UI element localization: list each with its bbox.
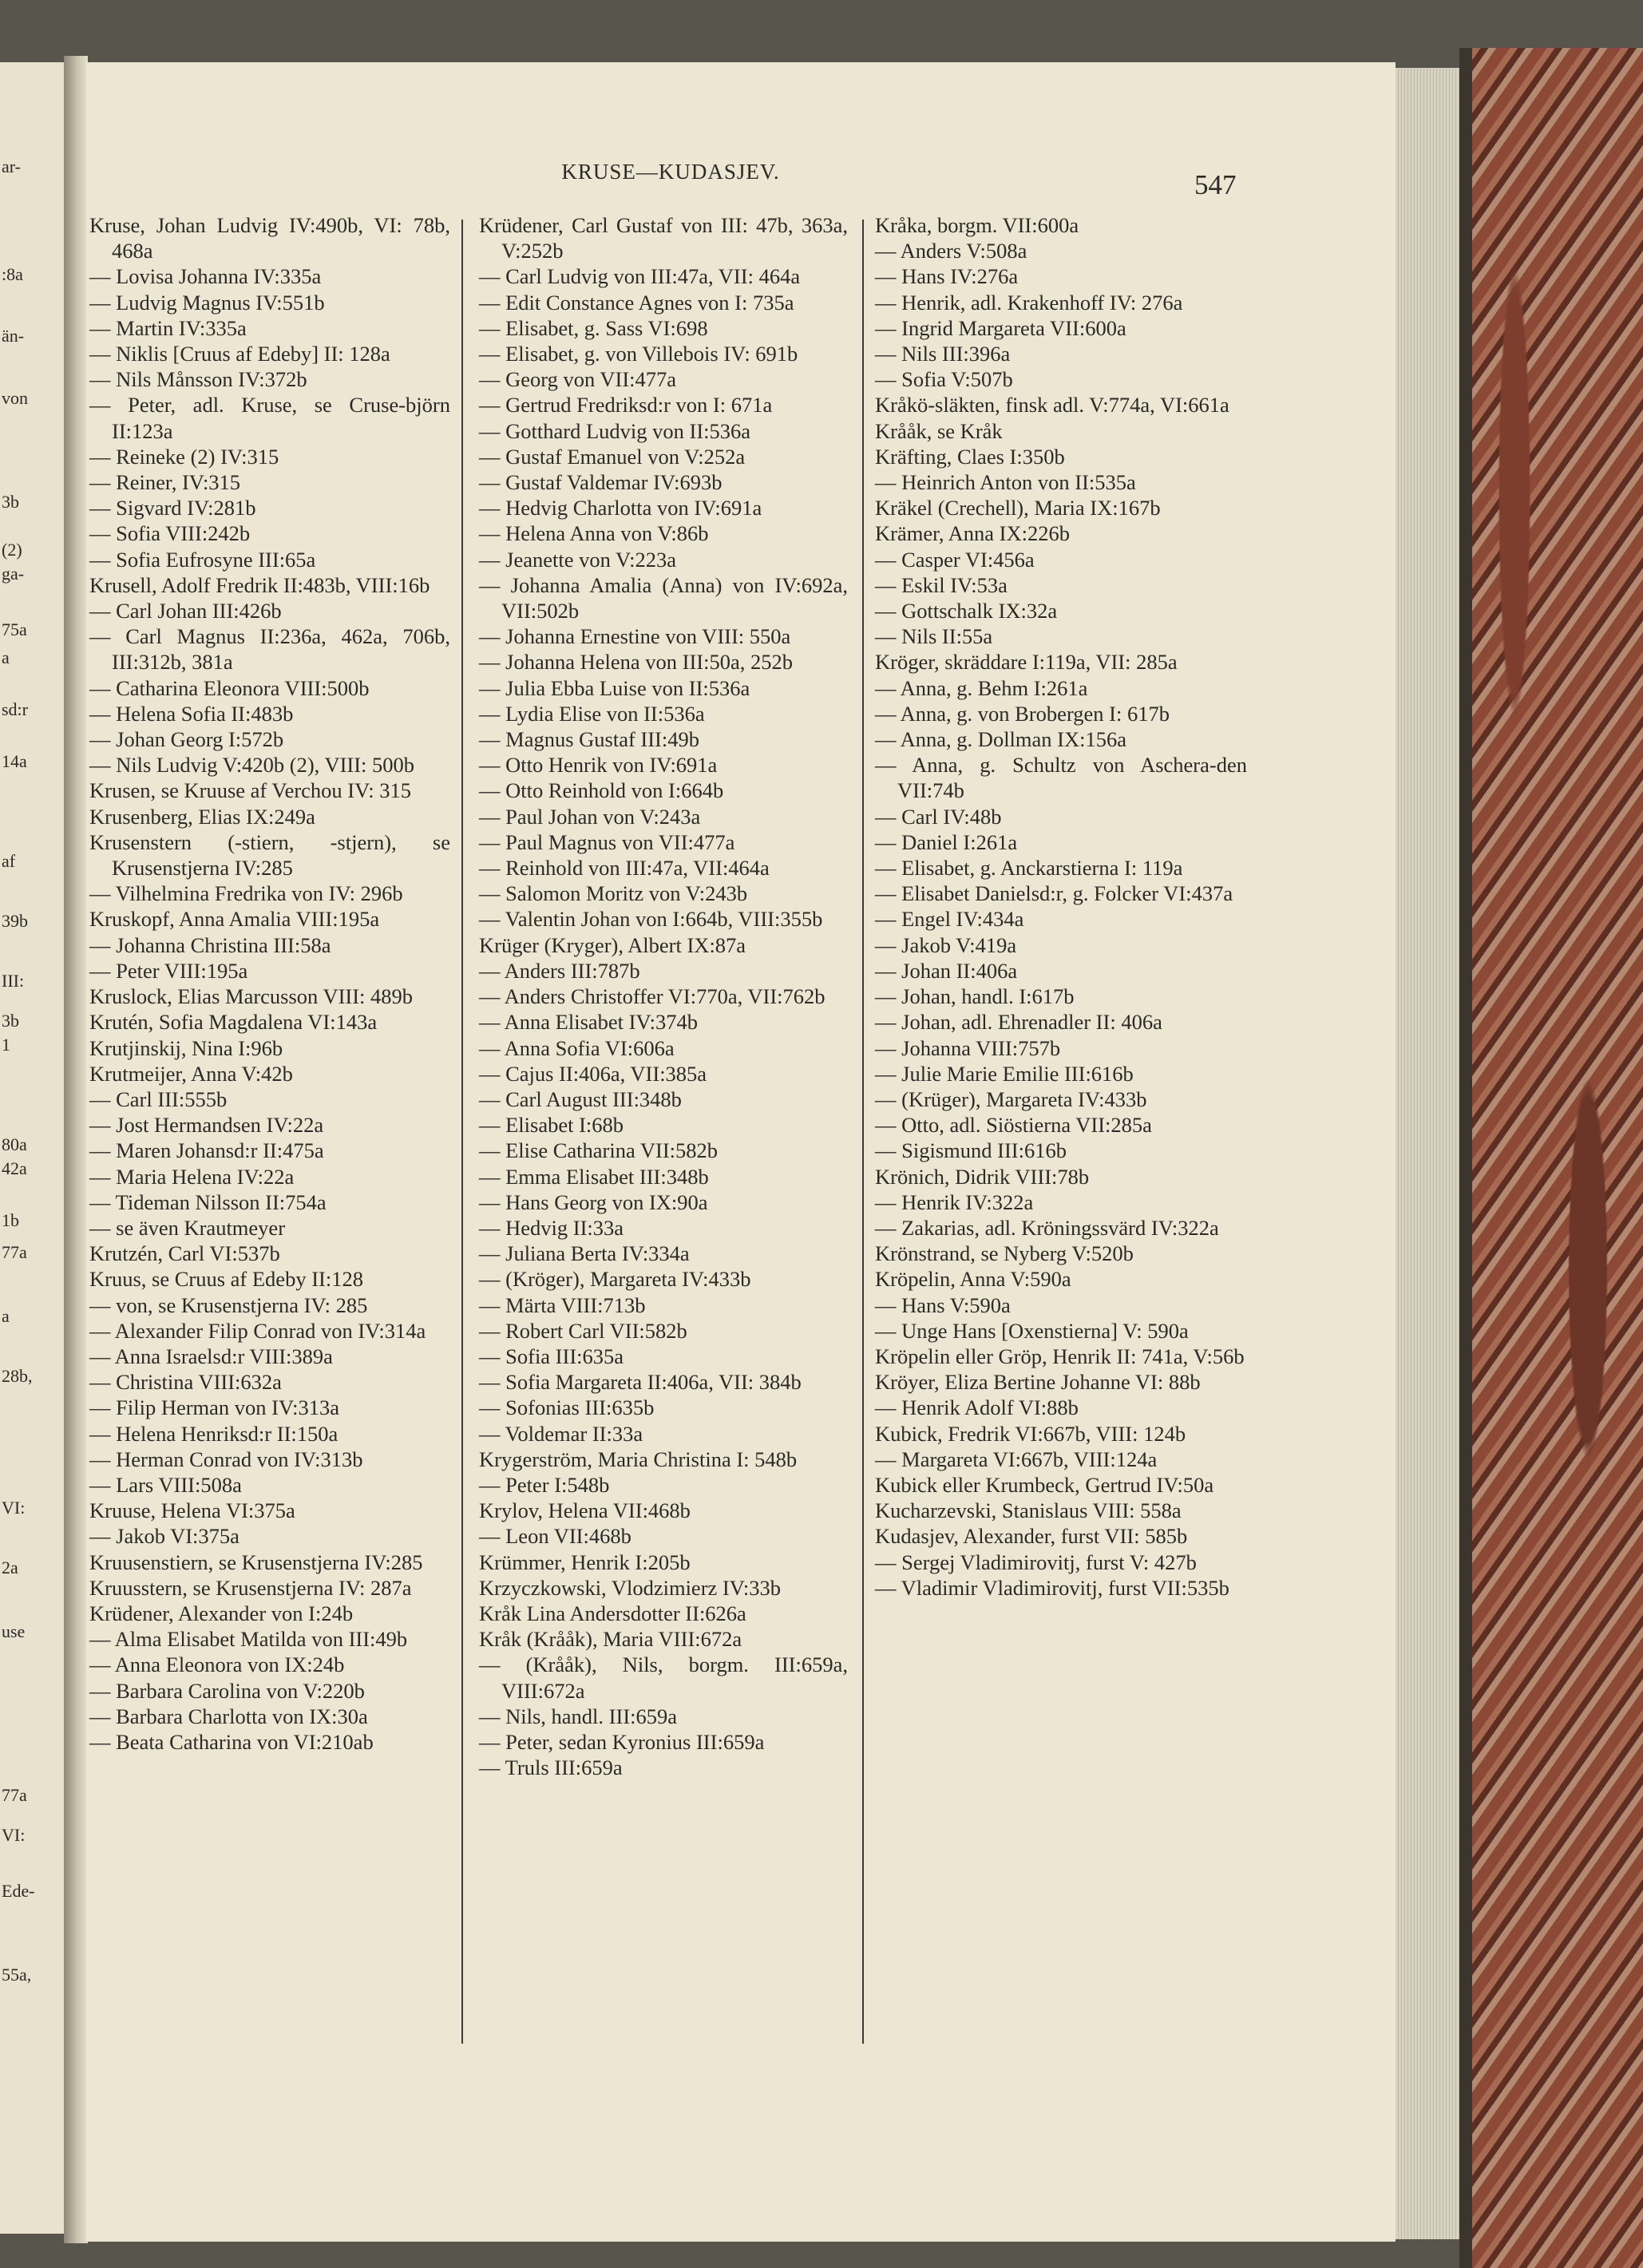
index-entry: — se även Krautmeyer bbox=[89, 1215, 286, 1240]
index-entry: — Lydia Elise von II:536a bbox=[479, 701, 705, 726]
index-entry: — Jakob VI:375a bbox=[89, 1524, 240, 1549]
index-entry: Kruusstern, se Krusenstjerna IV: 287a bbox=[89, 1575, 412, 1600]
index-entry: — Carl August III:348b bbox=[479, 1087, 682, 1111]
previous-page-text-fragment: a bbox=[2, 1306, 10, 1326]
index-entry: — Edit Constance Agnes von I: 735a bbox=[479, 290, 794, 315]
index-entry: — Gottschalk IX:32a bbox=[875, 599, 1058, 623]
index-entry: Kröpelin eller Gröp, Henrik II: 741a, V:56b bbox=[875, 1344, 1245, 1368]
index-entry: — Otto, adl. Siöstierna VII:285a bbox=[875, 1113, 1152, 1138]
index-entry: — Ludvig Magnus IV:551b bbox=[89, 290, 325, 315]
previous-page-text-fragment: 14a bbox=[2, 751, 27, 771]
index-entry: — Nils, handl. III:659a bbox=[479, 1704, 678, 1728]
page-number: 547 bbox=[1194, 169, 1237, 200]
index-entry: — Alexander Filip Conrad von IV:314a bbox=[89, 1318, 426, 1343]
index-column-2 bbox=[479, 212, 848, 1780]
previous-page-text-fragment: a bbox=[2, 647, 10, 667]
previous-page-text-fragment: use bbox=[2, 1621, 26, 1641]
index-entry: Krylov, Helena VII:468b bbox=[479, 1498, 691, 1523]
index-entry: — Helena Sofia II:483b bbox=[89, 701, 294, 726]
index-entry: Krzyczkowski, Vlodzimierz IV:33b bbox=[479, 1575, 782, 1600]
index-entry: Kruse, Johan Ludvig IV:490b, VI: 78b, 468a bbox=[89, 213, 450, 263]
index-entry: — Barbara Carolina von V:220b bbox=[89, 1678, 365, 1703]
index-entry: Kröyer, Eliza Bertine Johanne VI: 88b bbox=[875, 1370, 1201, 1395]
index-entry: — Nils Ludvig V:420b (2), VIII: 500b bbox=[89, 753, 415, 778]
index-entry: — Anna, g. Schultz von Aschera-den VII:74b bbox=[875, 753, 1247, 803]
index-entry: Krönich, Didrik VIII:78b bbox=[875, 1164, 1090, 1189]
index-entry: — von, se Krusenstjerna IV: 285 bbox=[89, 1292, 368, 1317]
index-entry: — Elisabet, g. von Villebois IV: 691b bbox=[479, 342, 798, 366]
index-entry: — Peter, sedan Kyronius III:659a bbox=[479, 1729, 765, 1754]
previous-page-text-fragment: III: bbox=[2, 971, 25, 991]
index-entry: Krönstrand, se Nyberg V:520b bbox=[875, 1241, 1134, 1266]
index-entry: Krutmeijer, Anna V:42b bbox=[89, 1061, 293, 1086]
index-entry: — Gustaf Emanuel von V:252a bbox=[479, 444, 746, 469]
previous-page-text-fragment: von bbox=[2, 388, 28, 408]
index-entry: — Elise Catharina VII:582b bbox=[479, 1138, 719, 1163]
index-entry: — Carl IV:48b bbox=[875, 804, 1002, 829]
index-entry: — Filip Herman von IV:313a bbox=[89, 1395, 340, 1420]
index-entry: — Juliana Berta IV:334a bbox=[479, 1241, 690, 1266]
previous-page-text-fragment: 80a bbox=[2, 1134, 27, 1154]
previous-page-text-fragment: 77a bbox=[2, 1785, 27, 1805]
index-entry: — Zakarias, adl. Kröningssvärd IV:322a bbox=[875, 1215, 1219, 1240]
index-entry: Krüdener, Carl Gustaf von III: 47b, 363a, V:252b bbox=[479, 213, 848, 263]
index-entry: — Anders III:787b bbox=[479, 958, 640, 983]
index-entry: — Sigismund III:616b bbox=[875, 1138, 1067, 1163]
index-entry: — Carl Magnus II:236a, 462a, 706b, III:312b, 381a bbox=[89, 624, 450, 675]
index-entry: — Anna Eleonora von IX:24b bbox=[89, 1653, 345, 1677]
index-entry: — Peter I:548b bbox=[479, 1472, 610, 1497]
index-entry: — Reineke (2) IV:315 bbox=[89, 444, 279, 469]
index-entry: — Paul Johan von V:243a bbox=[479, 804, 701, 829]
index-entry: — (Kröger), Margareta IV:433b bbox=[479, 1267, 751, 1292]
index-entry: Kubick eller Krumbeck, Gertrud IV:50a bbox=[875, 1472, 1214, 1497]
column-rule bbox=[461, 220, 463, 2044]
previous-page-text-fragment: Ede- bbox=[2, 1881, 35, 1901]
previous-page-text-fragment: 75a bbox=[2, 619, 27, 639]
index-entry: Kräfting, Claes I:350b bbox=[875, 444, 1065, 469]
index-entry: — Sergej Vladimirovitj, furst V: 427b bbox=[875, 1550, 1197, 1574]
index-entry: — Vladimir Vladimirovitj, furst VII:535b bbox=[875, 1575, 1229, 1600]
index-entry: — Paul Magnus von VII:477a bbox=[479, 829, 735, 854]
index-entry: — Nils Månsson IV:372b bbox=[89, 367, 307, 392]
index-entry: — Gertrud Fredriksd:r von I: 671a bbox=[479, 393, 773, 418]
index-entry: — Sofia Margareta II:406a, VII: 384b bbox=[479, 1370, 802, 1395]
index-entry: — Hans IV:276a bbox=[875, 264, 1019, 289]
index-entry: — Carl Ludvig von III:47a, VII: 464a bbox=[479, 264, 801, 289]
index-entry: Krusen, se Kruuse af Verchou IV: 315 bbox=[89, 778, 412, 803]
previous-page-text-fragment: af bbox=[2, 851, 16, 871]
index-entry: — Julie Marie Emilie III:616b bbox=[875, 1061, 1134, 1086]
index-entry: Kucharzevski, Stanislaus VIII: 558a bbox=[875, 1498, 1182, 1523]
index-entry: — Peter, adl. Kruse, se Cruse-björn II:123a bbox=[89, 393, 450, 443]
index-entry: — Hedvig Charlotta von IV:691a bbox=[479, 496, 762, 520]
index-entry: — Unge Hans [Oxenstierna] V: 590a bbox=[875, 1318, 1189, 1343]
index-entry: — Heinrich Anton von II:535a bbox=[875, 470, 1136, 495]
index-entry: — Catharina Eleonora VIII:500b bbox=[89, 675, 370, 700]
previous-page-text-fragment: än- bbox=[2, 326, 25, 346]
index-entry: — Johan, adl. Ehrenadler II: 406a bbox=[875, 1010, 1162, 1035]
running-title: KRUSE—KUDASJEV. bbox=[561, 160, 780, 184]
index-entry: — Nils III:396a bbox=[875, 342, 1011, 366]
index-entry: — Jost Hermandsen IV:22a bbox=[89, 1113, 324, 1138]
index-entry: — Elisabet, g. Anckarstierna I: 119a bbox=[875, 856, 1183, 881]
index-entry: Krüger (Kryger), Albert IX:87a bbox=[479, 932, 746, 957]
previous-page-edge bbox=[0, 62, 64, 2234]
cover-edge bbox=[1459, 48, 1472, 2268]
index-entry: — Johanna Christina III:58a bbox=[89, 932, 331, 957]
index-entry: — Margareta VI:667b, VIII:124a bbox=[875, 1447, 1158, 1471]
index-entry: — Sofia VIII:242b bbox=[89, 521, 251, 546]
index-entry: — Carl Johan III:426b bbox=[89, 599, 282, 623]
index-entry: Krusenstern (-stiern, -stjern), se Krusenstjerna IV:285 bbox=[89, 829, 450, 881]
index-entry: — Valentin Johan von I:664b, VIII:355b bbox=[479, 907, 823, 932]
index-entry: — Carl III:555b bbox=[89, 1087, 228, 1111]
index-entry: — Gotthard Ludvig von II:536a bbox=[479, 418, 751, 443]
index-entry: — Johan II:406a bbox=[875, 958, 1018, 983]
index-entry: — Barbara Charlotta von IX:30a bbox=[89, 1704, 368, 1728]
index-entry: — Elisabet, g. Sass VI:698 bbox=[479, 315, 708, 340]
index-entry: — Anna Israelsd:r VIII:389a bbox=[89, 1344, 333, 1368]
index-entry: — Otto Henrik von IV:691a bbox=[479, 753, 718, 778]
index-entry: — Reiner, IV:315 bbox=[89, 470, 241, 495]
index-entry: Kråk (Krååk), Maria VIII:672a bbox=[479, 1627, 742, 1652]
index-entry: — Martin IV:335a bbox=[89, 315, 247, 340]
index-entry: — Helena Henriksd:r II:150a bbox=[89, 1421, 338, 1446]
index-entry: — Engel IV:434a bbox=[875, 907, 1024, 932]
index-entry: — Anna, g. Dollman IX:156a bbox=[875, 727, 1127, 752]
index-entry: Krusell, Adolf Fredrik II:483b, VIII:16b bbox=[89, 572, 430, 597]
index-entry: — Julia Ebba Luise von II:536a bbox=[479, 675, 750, 700]
index-entry: — Johan, handl. I:617b bbox=[875, 984, 1075, 1009]
previous-page-text-fragment: 1b bbox=[2, 1210, 19, 1230]
index-entry: — Sofonias III:635b bbox=[479, 1395, 655, 1420]
index-entry: — Ingrid Margareta VII:600a bbox=[875, 315, 1126, 340]
index-entry: Krygerström, Maria Christina I: 548b bbox=[479, 1447, 798, 1471]
index-entry: — Hans Georg von IX:90a bbox=[479, 1189, 708, 1214]
index-entry: — Nils II:55a bbox=[875, 624, 993, 649]
index-entry: Krutjinskij, Nina I:96b bbox=[89, 1035, 283, 1060]
index-entry: — Alma Elisabet Matilda von III:49b bbox=[89, 1627, 408, 1652]
index-entry: — Elisabet I:68b bbox=[479, 1113, 624, 1138]
index-entry: — Johanna VIII:757b bbox=[875, 1035, 1061, 1060]
index-entry: — Henrik IV:322a bbox=[875, 1189, 1034, 1214]
index-entry: — Henrik Adolf VI:88b bbox=[875, 1395, 1079, 1420]
previous-page-text-fragment: ar- bbox=[2, 156, 21, 176]
index-entry: — Anna, g. von Brobergen I: 617b bbox=[875, 701, 1170, 726]
index-entry: — Daniel I:261a bbox=[875, 829, 1018, 854]
index-entry: — Anders V:508a bbox=[875, 239, 1027, 263]
index-entry: — Johanna Ernestine von VIII: 550a bbox=[479, 624, 791, 649]
index-entry: — Johanna Helena von III:50a, 252b bbox=[479, 650, 793, 675]
index-entry: — Reinhold von III:47a, VII:464a bbox=[479, 856, 770, 881]
previous-page-text-fragment: 28b, bbox=[2, 1366, 33, 1386]
previous-page-text-fragment: 55a, bbox=[2, 1965, 32, 1985]
index-entry: — Anna Sofia VI:606a bbox=[479, 1035, 675, 1060]
index-entry: — Johan Georg I:572b bbox=[89, 727, 284, 752]
index-entry: — Magnus Gustaf III:49b bbox=[479, 727, 699, 752]
index-entry: Kräkel (Crechell), Maria IX:167b bbox=[875, 496, 1161, 520]
previous-page-text-fragment: VI: bbox=[2, 1825, 26, 1845]
index-entry: — Casper VI:456a bbox=[875, 547, 1035, 572]
previous-page-text-fragment: (2) bbox=[2, 540, 22, 560]
index-entry: — Truls III:659a bbox=[479, 1755, 623, 1780]
previous-page-text-fragment: 2a bbox=[2, 1558, 18, 1577]
index-entry: Kruusenstiern, se Krusenstjerna IV:285 bbox=[89, 1550, 423, 1574]
index-entry: Krååk, se Kråk bbox=[875, 418, 1003, 443]
index-entry: Kruus, se Cruus af Edeby II:128 bbox=[89, 1267, 363, 1292]
index-entry: Kröpelin, Anna V:590a bbox=[875, 1267, 1071, 1292]
index-entry: Krutzén, Carl VI:537b bbox=[89, 1241, 280, 1266]
index-entry: — Elisabet Danielsd:r, g. Folcker VI:437a bbox=[875, 881, 1233, 906]
page-block-edges bbox=[1396, 68, 1459, 2239]
index-entry: — Maren Johansd:r II:475a bbox=[89, 1138, 324, 1163]
index-entry: — Anders Christoffer VI:770a, VII:762b bbox=[479, 984, 825, 1009]
previous-page-text-fragment: 3b bbox=[2, 1011, 19, 1031]
index-entry: — Vilhelmina Fredrika von IV: 296b bbox=[89, 881, 403, 906]
book-gutter bbox=[64, 56, 88, 2243]
index-entry: — Hedvig II:33a bbox=[479, 1215, 624, 1240]
index-entry: — Lovisa Johanna IV:335a bbox=[89, 264, 322, 289]
index-entry: — Voldemar II:33a bbox=[479, 1421, 643, 1446]
previous-page-text-fragment: sd:r bbox=[2, 699, 28, 719]
index-entry: — Hans V:590a bbox=[875, 1292, 1011, 1317]
index-entry: Kubick, Fredrik VI:667b, VIII: 124b bbox=[875, 1421, 1186, 1446]
index-entry: — Niklis [Cruus af Edeby] II: 128a bbox=[89, 342, 390, 366]
previous-page-text-fragment: 3b bbox=[2, 492, 19, 512]
index-entry: — Sofia V:507b bbox=[875, 367, 1013, 392]
index-entry: Kråk Lina Andersdotter II:626a bbox=[479, 1601, 746, 1625]
index-entry: — Otto Reinhold von I:664b bbox=[479, 778, 724, 803]
index-entry: — Henrik, adl. Krakenhoff IV: 276a bbox=[875, 290, 1183, 315]
previous-page-text-fragment: :8a bbox=[2, 264, 23, 284]
index-entry: — Georg von VII:477a bbox=[479, 367, 677, 392]
index-entry: Kröger, skräddare I:119a, VII: 285a bbox=[875, 650, 1178, 675]
previous-page-text-fragment: 42a bbox=[2, 1158, 27, 1178]
index-entry: Krüdener, Alexander von I:24b bbox=[89, 1601, 354, 1625]
index-entry: — Sigvard IV:281b bbox=[89, 496, 256, 520]
index-entry: — Christina VIII:632a bbox=[89, 1370, 282, 1395]
index-entry: — Peter VIII:195a bbox=[89, 958, 248, 983]
index-entry: Kruskopf, Anna Amalia VIII:195a bbox=[89, 907, 380, 932]
previous-page-text-fragment: 77a bbox=[2, 1242, 27, 1262]
index-entry: — Herman Conrad von IV:313b bbox=[89, 1447, 363, 1471]
index-entry: — Salomon Moritz von V:243b bbox=[479, 881, 748, 906]
index-entry: — Leon VII:468b bbox=[479, 1524, 631, 1549]
index-entry: Kudasjev, Alexander, furst VII: 585b bbox=[875, 1524, 1188, 1549]
previous-page-text-fragment: VI: bbox=[2, 1498, 26, 1518]
index-entry: — Helena Anna von V:86b bbox=[479, 521, 709, 546]
index-entry: — Robert Carl VII:582b bbox=[479, 1318, 687, 1343]
index-entry: — Gustaf Valdemar IV:693b bbox=[479, 470, 723, 495]
index-entry: Kråka, borgm. VII:600a bbox=[875, 213, 1079, 237]
index-column-1 bbox=[89, 212, 450, 1755]
index-entry: — Emma Elisabet III:348b bbox=[479, 1164, 709, 1189]
index-entry: — Eskil IV:53a bbox=[875, 572, 1008, 597]
index-entry: — (Krüger), Margareta IV:433b bbox=[875, 1087, 1147, 1111]
column-rule bbox=[862, 220, 864, 2044]
index-entry: Kruuse, Helena VI:375a bbox=[89, 1498, 295, 1523]
index-entry: — Jakob V:419a bbox=[875, 932, 1017, 957]
index-entry: — Tideman Nilsson II:754a bbox=[89, 1189, 327, 1214]
index-entry: Krümmer, Henrik I:205b bbox=[479, 1550, 691, 1574]
index-entry: — (Krååk), Nils, borgm. III:659a, VIII:672a bbox=[479, 1653, 848, 1703]
index-entry: Krutén, Sofia Magdalena VI:143a bbox=[89, 1010, 378, 1035]
index-entry: — Anna Elisabet IV:374b bbox=[479, 1010, 699, 1035]
index-entry: Krusenberg, Elias IX:249a bbox=[89, 804, 315, 829]
index-entry: Krämer, Anna IX:226b bbox=[875, 521, 1070, 546]
index-entry: — Sofia III:635a bbox=[479, 1344, 624, 1368]
index-entry: — Jeanette von V:223a bbox=[479, 547, 677, 572]
index-entry: — Sofia Eufrosyne III:65a bbox=[89, 547, 316, 572]
index-entry: — Maria Helena IV:22a bbox=[89, 1164, 295, 1189]
index-entry: — Beata Catharina von VI:210ab bbox=[89, 1729, 374, 1754]
index-entry: — Lars VIII:508a bbox=[89, 1472, 242, 1497]
marbled-cover bbox=[1459, 48, 1643, 2268]
index-entry: Kråkö-släkten, finsk adl. V:774a, VI:661a bbox=[875, 393, 1229, 418]
index-entry: — Johanna Amalia (Anna) von IV:692a, VII:502b bbox=[479, 572, 848, 623]
index-entry: — Märta VIII:713b bbox=[479, 1292, 646, 1317]
index-entry: — Anna, g. Behm I:261a bbox=[875, 675, 1088, 700]
index-entry: — Cajus II:406a, VII:385a bbox=[479, 1061, 707, 1086]
previous-page-text-fragment: ga- bbox=[2, 564, 25, 584]
index-column-3 bbox=[875, 212, 1247, 1601]
previous-page-text-fragment: 39b bbox=[2, 911, 28, 931]
index-entry: Kruslock, Elias Marcusson VIII: 489b bbox=[89, 984, 414, 1009]
previous-page-text-fragment: 1 bbox=[2, 1035, 10, 1055]
